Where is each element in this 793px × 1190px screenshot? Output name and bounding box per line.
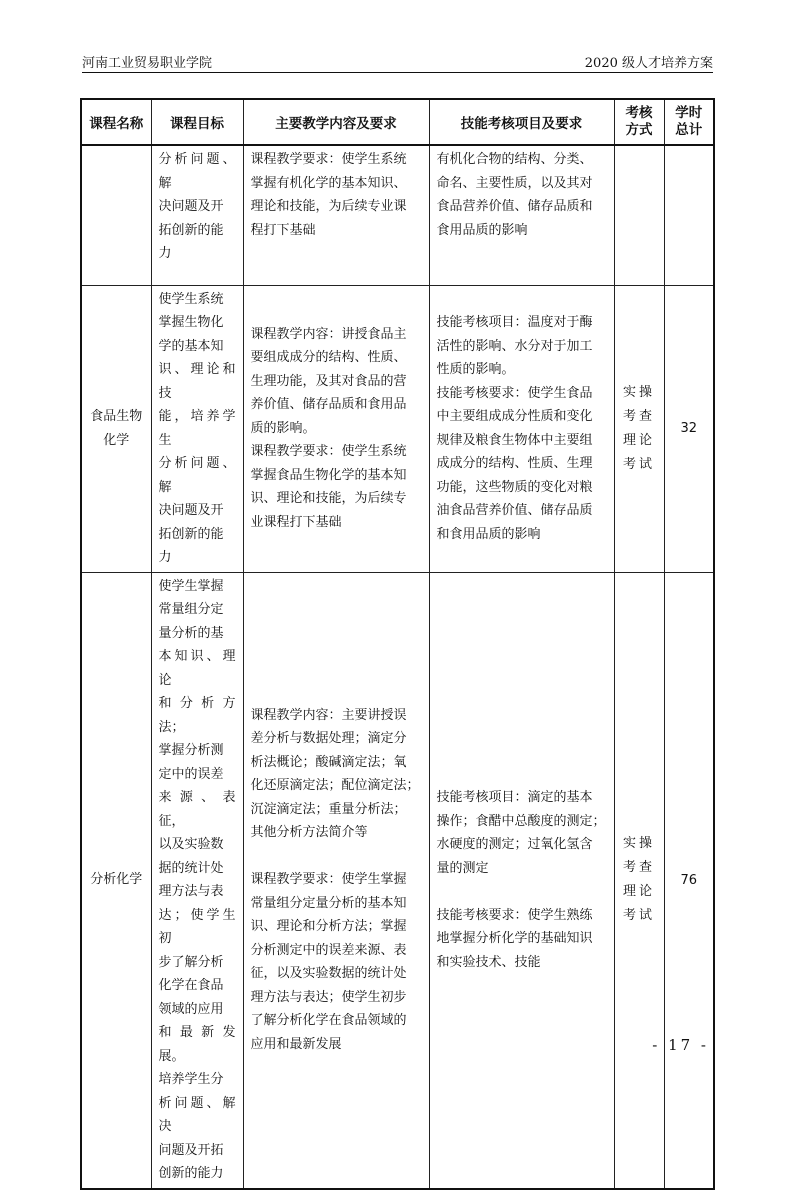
course-table — [80, 98, 715, 1190]
skill-assessment: 技能考核项目：温度对于酶 活性的影响、水分对于加工 性质的影响。 技能考核要求：使学生食品 中主要组成成分性质和变化 规律及粮食生物体中主要组 成成分的结构、性质、生理 功能，这些物质的变化对粮 油食品营养价值、储存品质 和食用品质的影响 — [436, 315, 593, 542]
header-rule — [82, 72, 713, 73]
col-header-course-goal: 课程目标 — [151, 99, 243, 145]
skill-assessment-cell — [429, 285, 614, 572]
course-name-cell — [81, 285, 151, 572]
table-row — [81, 285, 714, 572]
assessment-method-cell — [614, 145, 664, 285]
table-header-row — [81, 99, 714, 145]
assessment-method: 实操 考查 理论 考试 — [622, 836, 655, 923]
page-header — [82, 46, 713, 71]
col-header-assessment-method — [614, 99, 664, 145]
total-hours-cell — [664, 285, 714, 572]
page-number: - 17 - — [652, 1036, 709, 1054]
course-goal-cell — [151, 145, 243, 285]
col-header-teaching-content: 主要教学内容及要求 — [243, 99, 429, 145]
skill-assessment-cell — [429, 572, 614, 1189]
teaching-content: 课程教学内容：主要讲授误 差分析与数据处理；滴定分 析法概论；酸碱滴定法；氧 化还原滴定法；配位滴定法； 沉淀滴定法；重量分析法； 其他分析方法简介等 课程教学要求：使学生掌握 常量组分定量分析的基本知 识、理论和分析方法；掌握 分析测定中的误差来源、表 征，以及实验数据的统计处 理方法与表达；使学生初步 了解分析化学在食品领域的 应用和最新发展 — [250, 707, 420, 1052]
course-goal-cell — [151, 285, 243, 572]
teaching-content-cell — [243, 145, 429, 285]
col-header-total-hours-label: 学时 总计 — [675, 105, 703, 138]
total-hours-cell — [664, 572, 714, 1189]
header-school-name: 河南工业贸易职业学院 — [82, 56, 213, 71]
teaching-content: 课程教学内容：讲授食品主 要组成成分的结构、性质、 生理功能，及其对食品的营 养价值、储存品质和食用品 质的影响。 课程教学要求：使学生系统 掌握食品生物化学的基本知 识、理论和技能，为后续专 业课程打下基础 — [250, 326, 407, 530]
teaching-content-cell — [243, 285, 429, 572]
course-name-cell — [81, 145, 151, 285]
header-plan-title: 2020 级人才培养方案 — [584, 56, 713, 71]
total-hours-cell — [664, 145, 714, 285]
assessment-method-cell — [614, 285, 664, 572]
total-hours: 32 — [680, 421, 698, 436]
col-header-skill-assessment: 技能考核项目及要求 — [429, 99, 614, 145]
col-header-course-name: 课程名称 — [81, 99, 151, 145]
skill-assessment: 有机化合物的结构、分类、 命名、主要性质，以及其对 食品营养价值、储存品质和 食用品质的影响 — [436, 152, 593, 238]
course-goal-cell — [151, 572, 243, 1189]
course-name — [82, 213, 151, 217]
course-goal: 使学生系统 掌握生物化 学的基本知 识、理论和技 能，培养学生 分析问题、解 决问题及开 拓创新的能 力 — [158, 291, 236, 565]
table-row — [81, 145, 714, 285]
skill-assessment-cell — [429, 145, 614, 285]
total-hours: 76 — [680, 872, 698, 888]
course-name-cell — [81, 572, 151, 1189]
col-header-total-hours — [664, 99, 714, 145]
skill-assessment: 技能考核项目：滴定的基本 操作；食醋中总酸度的测定； 水硬度的测定；过氧化氢含 量的测定 技能考核要求：使学生熟练 地掌握分析化学的基础知识 和实验技术、技能 — [436, 790, 606, 970]
col-header-assessment-method-label: 考核 方式 — [625, 105, 653, 138]
teaching-content-cell — [243, 572, 429, 1189]
teaching-content: 课程教学要求：使学生系统 掌握有机化学的基本知识、 理论和技能，为后续专业课 程打下基础 — [250, 152, 407, 238]
course-name: 食品生物 化学 — [90, 408, 143, 448]
assessment-method-cell — [614, 572, 664, 1189]
assessment-method: 实操 考查 理论 考试 — [622, 384, 655, 472]
course-name: 分析化学 — [90, 872, 143, 887]
course-goal: 分析问题、解 决问题及开 拓创新的能 力 — [158, 152, 236, 261]
course-goal: 使学生掌握 常量组分定 量分析的基 本知识、理论 和分析方法； 掌握分析测 定中的误差 来源、表征， 以及实验数 据的统计处 理方法与表 达；使学生初 步了解分析 化学在食品 领域的应用 和最新发展。 培养学生分 析问题、解决 问题及开拓 创新的能力 — [158, 578, 236, 1181]
table-row — [81, 572, 714, 1189]
